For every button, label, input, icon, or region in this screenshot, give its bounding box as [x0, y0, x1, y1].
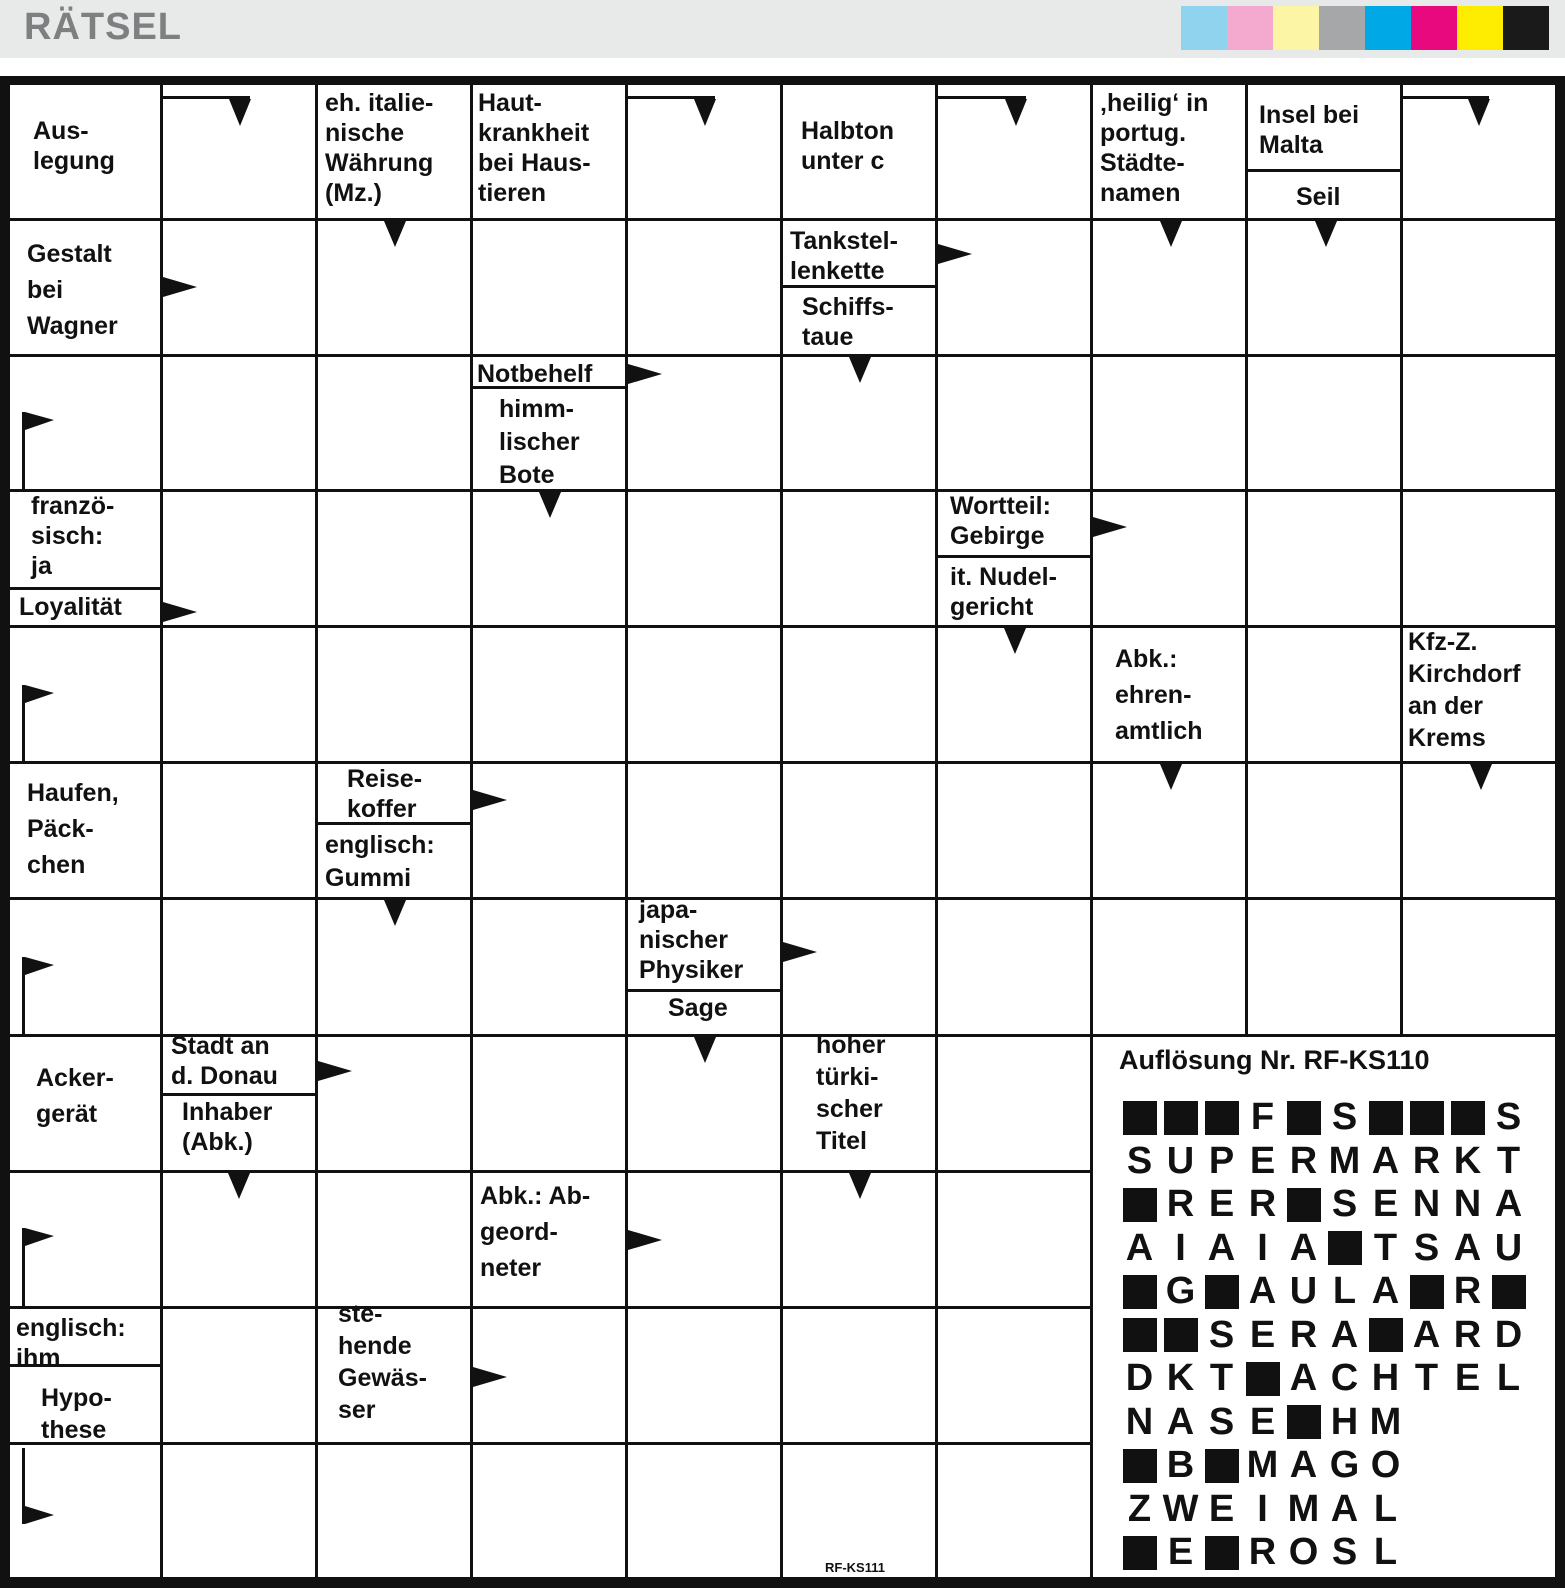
solution-letter: S — [1208, 1313, 1235, 1356]
arrow-down-icon — [1315, 221, 1337, 247]
solution-letter: S — [1208, 1400, 1235, 1443]
bent-arrow-right-icon — [22, 685, 56, 762]
solution-letter: K — [1453, 1139, 1482, 1182]
solution-letter: E — [1454, 1357, 1481, 1399]
grid-line — [780, 85, 783, 1579]
clue-wortteil: Wortteil: Gebirge — [950, 492, 1051, 550]
solution-letter: D — [1494, 1313, 1523, 1356]
solution-letter: E — [1249, 1400, 1276, 1443]
solution-letter: M — [1287, 1487, 1320, 1530]
solution-row — [1119, 1096, 1529, 1139]
arrow-down-icon — [228, 1173, 250, 1199]
clue-gestalt: Gestalt bei Wagner — [27, 240, 118, 340]
bent-arrow-right-icon — [22, 1448, 56, 1524]
solution-letter: N — [1412, 1183, 1441, 1225]
grid-line — [470, 85, 473, 1579]
clue-hypothese: Hypo- these — [41, 1384, 112, 1444]
solution-letter: G — [1329, 1444, 1360, 1486]
solution-letter: R — [1412, 1139, 1441, 1182]
clue-halbton: Halbton unter c — [801, 117, 895, 175]
solution-row — [1119, 1140, 1529, 1183]
solution-block — [1119, 1531, 1160, 1574]
solution-block — [1201, 1531, 1242, 1574]
solution-letter: L — [1332, 1270, 1357, 1312]
solution-letter: E — [1208, 1183, 1235, 1225]
solution-block — [1406, 1096, 1447, 1139]
solution-letter: U — [1289, 1270, 1318, 1312]
solution-letter: S — [1331, 1531, 1358, 1573]
solution-letter: M — [1369, 1400, 1402, 1443]
grid-line — [10, 897, 1557, 900]
solution-block — [1119, 1314, 1160, 1357]
arrow-right-icon — [473, 1367, 507, 1387]
color-swatch — [1503, 6, 1549, 50]
arrow-down-icon — [1160, 764, 1182, 790]
solution-letter: S — [1495, 1096, 1522, 1138]
solution-letter: R — [1289, 1313, 1318, 1356]
solution-letter: E — [1167, 1531, 1194, 1573]
solution-letter: A — [1289, 1226, 1318, 1269]
solution-letter: K — [1166, 1357, 1195, 1399]
solution-letter: G — [1165, 1270, 1196, 1312]
solution-letter: P — [1208, 1139, 1235, 1182]
solution-row — [1119, 1401, 1406, 1444]
clue-titel: hoher türki- scher Titel — [816, 1031, 886, 1155]
bent-arrow-right-icon — [22, 412, 56, 490]
color-swatch — [1181, 6, 1227, 50]
solution-letter: T — [1373, 1226, 1398, 1269]
arrow-right-icon — [938, 244, 972, 264]
color-swatch — [1411, 6, 1457, 50]
color-swatch — [1319, 6, 1365, 50]
solution-row — [1119, 1227, 1529, 1270]
solution-letter: L — [1373, 1487, 1398, 1530]
solution-letter: E — [1249, 1139, 1276, 1182]
solution-row — [1119, 1270, 1529, 1313]
grid-line — [1245, 85, 1248, 1037]
solution-letter: A — [1248, 1270, 1277, 1312]
clue-reisekoffer: Reise- koffer — [347, 765, 423, 823]
solution-block — [1201, 1096, 1242, 1139]
solution-letter: L — [1496, 1357, 1521, 1399]
clue-nudelgericht: it. Nudel- gericht — [950, 563, 1057, 621]
clue-donau: Stadt an d. Donau — [171, 1032, 278, 1090]
arrow-right-icon — [783, 942, 817, 962]
arrow-right-icon — [1093, 517, 1127, 537]
clue-schiffstaue: Schiffs- taue — [802, 293, 894, 351]
clue-gewaesser: ste- hende Gewäs- ser — [338, 1300, 427, 1424]
grid-line — [625, 85, 628, 1579]
solution-letter: A — [1289, 1357, 1318, 1399]
grid-line — [1090, 85, 1093, 1579]
clue-sage: Sage — [668, 994, 728, 1022]
solution-letter: A — [1125, 1226, 1154, 1269]
arrow-down-icon — [694, 1037, 716, 1063]
grid-line — [10, 587, 163, 590]
solution-letter: U — [1166, 1139, 1195, 1182]
clue-ehrenamtlich: Abk.: ehren- amtlich — [1115, 645, 1203, 745]
clue-kirchdorf: Kfz-Z. Kirchdorf an der Krems — [1408, 628, 1521, 752]
solution-row — [1119, 1357, 1529, 1400]
solution-letter: T — [1209, 1357, 1234, 1399]
solution-row — [1119, 1531, 1406, 1574]
solution-letter: F — [1250, 1096, 1275, 1138]
bent-arrow-down-icon — [938, 96, 1027, 126]
solution-block — [1365, 1096, 1406, 1139]
solution-letter: R — [1248, 1183, 1277, 1225]
grid-line — [10, 625, 1557, 628]
grid-line — [315, 85, 318, 1579]
solution-letter: A — [1412, 1313, 1441, 1356]
grid-line — [10, 354, 1557, 357]
bent-arrow-down-icon — [1403, 96, 1490, 126]
clue-waehrung: eh. italie- nische Währung (Mz.) — [325, 89, 434, 207]
grid-line — [160, 85, 163, 1579]
solution-block — [1160, 1314, 1201, 1357]
solution-row — [1119, 1314, 1529, 1357]
solution-letter: R — [1453, 1313, 1482, 1356]
solution-letter: R — [1453, 1270, 1482, 1312]
clue-bote: himm- lischer Bote — [499, 395, 580, 489]
solution-letter: M — [1246, 1444, 1279, 1486]
clue-auslegung: Aus- legung — [33, 117, 115, 175]
clue-ackergeraet: Acker- gerät — [36, 1064, 114, 1128]
solution-letter: N — [1125, 1400, 1154, 1443]
arrow-right-icon — [163, 277, 197, 297]
solution-row — [1119, 1183, 1529, 1226]
solution-letter: C — [1330, 1357, 1359, 1399]
grid-line — [161, 1093, 318, 1096]
arrow-down-icon — [1470, 764, 1492, 790]
solution-letter: R — [1248, 1531, 1277, 1573]
clue-loyalitaet: Loyalität — [19, 593, 122, 621]
bent-arrow-down-icon — [163, 96, 251, 126]
solution-letter: Z — [1127, 1487, 1152, 1530]
arrow-down-icon — [384, 221, 406, 247]
solution-letter: D — [1125, 1357, 1154, 1399]
grid-line — [10, 489, 1557, 492]
solution-block — [1119, 1270, 1160, 1313]
grid-line — [10, 761, 1557, 764]
page-title: RÄTSEL — [24, 6, 182, 48]
solution-block — [1119, 1096, 1160, 1139]
grid-line — [10, 1170, 1093, 1173]
solution-block — [1365, 1314, 1406, 1357]
bent-arrow-right-icon — [22, 1228, 56, 1307]
solution-row — [1119, 1444, 1406, 1487]
solution-letter: E — [1249, 1313, 1276, 1356]
color-swatch — [1365, 6, 1411, 50]
clue-hautkrankheit: Haut- krankheit bei Haus- tieren — [478, 89, 591, 207]
solution-block — [1160, 1096, 1201, 1139]
solution-letter: A — [1289, 1444, 1318, 1486]
solution-letter: S — [1126, 1139, 1153, 1182]
color-swatch — [1273, 6, 1319, 50]
arrow-right-icon — [473, 790, 507, 810]
solution-letter: T — [1496, 1139, 1521, 1182]
solution-letter: R — [1166, 1183, 1195, 1225]
solution-block — [1324, 1227, 1365, 1270]
arrow-down-icon — [1160, 221, 1182, 247]
solution-letter: H — [1330, 1400, 1359, 1443]
solution-letter: R — [1289, 1139, 1318, 1182]
solution-letter: T — [1414, 1357, 1439, 1399]
clue-heilig: ‚heilig‘ in portug. Städte- namen — [1100, 89, 1209, 207]
solution-letter: B — [1166, 1444, 1195, 1486]
arrow-right-icon — [628, 364, 662, 384]
clue-notbehelf: Notbehelf — [477, 360, 593, 388]
solution-letter: M — [1328, 1139, 1361, 1182]
solution-letter: W — [1162, 1487, 1199, 1530]
clue-gummi: englisch: Gummi — [325, 831, 435, 892]
solution-block — [1119, 1444, 1160, 1487]
solution-letter: S — [1331, 1096, 1358, 1138]
grid-line — [10, 1442, 1093, 1445]
arrow-down-icon — [539, 492, 561, 518]
arrow-down-icon — [384, 900, 406, 926]
solution-letter: L — [1373, 1531, 1398, 1573]
color-swatch — [1227, 6, 1273, 50]
solution-letter: I — [1257, 1226, 1268, 1269]
solution-block — [1201, 1444, 1242, 1487]
arrow-down-icon — [849, 1173, 871, 1199]
arrow-right-icon — [163, 602, 197, 622]
grid-line — [10, 1306, 1093, 1309]
solution-block — [1119, 1183, 1160, 1226]
grid-line — [1400, 85, 1403, 1037]
grid-line — [626, 989, 783, 992]
solution-title: Auflösung Nr. RF-KS110 — [1119, 1045, 1430, 1075]
solution-letter: A — [1371, 1139, 1400, 1182]
color-swatch — [1457, 6, 1503, 50]
solution-block — [1406, 1270, 1447, 1313]
solution-letter: S — [1413, 1226, 1440, 1269]
solution-letter: E — [1372, 1183, 1399, 1225]
clue-ihm: englisch: ihm — [16, 1314, 126, 1372]
grid-line — [1246, 169, 1403, 172]
solution-row — [1119, 1488, 1406, 1531]
solution-letter: N — [1453, 1183, 1482, 1225]
solution-letter: O — [1288, 1531, 1319, 1573]
solution-letter: A — [1371, 1270, 1400, 1312]
clue-abgeordneter: Abk.: Ab- geord- neter — [480, 1182, 591, 1282]
solution-letter: A — [1166, 1400, 1195, 1443]
solution-block — [1283, 1096, 1324, 1139]
arrow-down-icon — [849, 357, 871, 383]
arrow-down-icon — [1004, 628, 1026, 654]
solution-letter: H — [1371, 1357, 1400, 1399]
solution-block — [1283, 1183, 1324, 1226]
bent-arrow-down-icon — [628, 96, 716, 126]
arrow-right-icon — [318, 1061, 352, 1081]
solution-letter: I — [1257, 1487, 1268, 1530]
solution-letter: I — [1175, 1226, 1186, 1269]
clue-insel: Insel bei Malta — [1259, 101, 1360, 159]
solution-letter: O — [1370, 1444, 1401, 1486]
solution-letter: A — [1207, 1226, 1236, 1269]
solution-block — [1447, 1096, 1488, 1139]
clue-inhaber: Inhaber (Abk.) — [182, 1098, 273, 1156]
arrow-right-icon — [628, 1230, 662, 1250]
clue-franzoesisch: franzö- sisch: ja — [31, 492, 115, 580]
solution-letter: A — [1330, 1487, 1359, 1530]
clue-seil: Seil — [1296, 183, 1341, 211]
solution-block — [1242, 1357, 1283, 1400]
clue-haufen: Haufen, Päck- chen — [27, 779, 119, 879]
solution-letter: A — [1494, 1183, 1523, 1225]
bent-arrow-right-icon — [22, 957, 56, 1035]
puzzle-code: RF-KS111 — [825, 1560, 885, 1575]
solution-letter: E — [1208, 1487, 1235, 1530]
solution-block — [1201, 1270, 1242, 1313]
clue-physiker: japa- nischer Physiker — [639, 896, 744, 984]
solution-block — [1283, 1401, 1324, 1444]
grid-line — [936, 555, 1093, 558]
solution-letter: A — [1330, 1313, 1359, 1356]
color-calibration-strip — [1181, 6, 1549, 50]
solution-letter: U — [1494, 1226, 1523, 1269]
header-bar — [0, 0, 1565, 58]
solution-letter: A — [1453, 1226, 1482, 1269]
clue-tankstellenkette: Tankstel- lenkette — [790, 227, 898, 285]
solution-block — [1488, 1270, 1529, 1313]
grid-line — [935, 85, 938, 1579]
solution-letter: S — [1331, 1183, 1358, 1225]
